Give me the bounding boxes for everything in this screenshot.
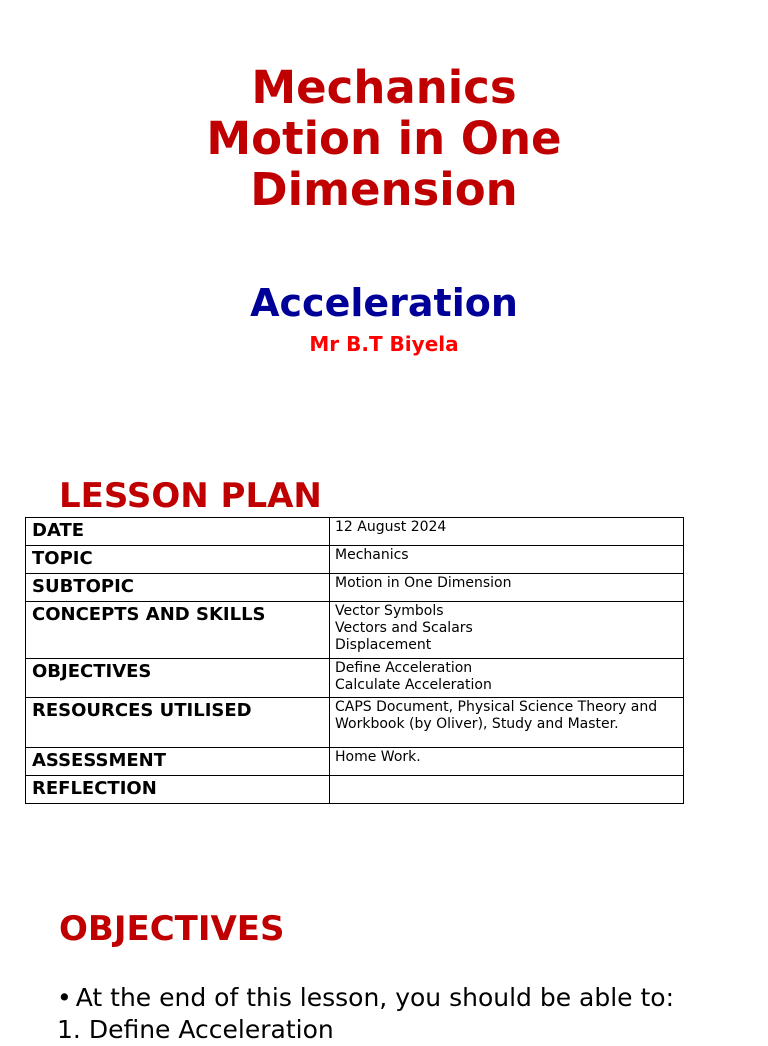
row-value-assessment (330, 748, 684, 776)
lesson-plan-heading: LESSON PLAN (59, 476, 322, 516)
row-label-assessment: ASSESSMENT (26, 748, 330, 776)
value-line: Workbook (by Oliver), Study and Master. (335, 716, 619, 732)
row-value-resources (330, 698, 684, 748)
objectives-intro (57, 982, 674, 1014)
title-line-1: Mechanics (251, 61, 517, 114)
title-line-2: Motion in One (206, 112, 562, 165)
table-row (26, 574, 684, 602)
row-value-concepts (330, 602, 684, 659)
row-label-reflection: REFLECTION (26, 776, 330, 804)
row-label-concepts: CONCEPTS AND SKILLS (26, 602, 330, 659)
value-line: Vectors and Scalars (335, 620, 473, 636)
table-row (26, 602, 684, 659)
row-value-objectives (330, 659, 684, 698)
table-row (26, 776, 684, 804)
lesson-plan-table (25, 517, 684, 804)
table-row (26, 659, 684, 698)
row-value-reflection (330, 776, 684, 804)
value-line: Calculate Acceleration (335, 677, 492, 693)
table-row (26, 698, 684, 748)
title-line-3: Dimension (250, 163, 518, 216)
bullet-icon: • (57, 983, 72, 1012)
row-label-topic: TOPIC (26, 546, 330, 574)
table-row (26, 518, 684, 546)
objective-text: Define Acceleration (88, 1015, 334, 1044)
value-line: Define Acceleration (335, 660, 473, 676)
document-title (0, 62, 768, 215)
row-value-date (330, 518, 684, 546)
author-name: Mr B.T Biyela (309, 332, 459, 356)
value-line: Displacement (335, 637, 432, 653)
objective-item (57, 1014, 334, 1046)
value-line: Mechanics (335, 547, 409, 563)
value-line: Motion in One Dimension (335, 575, 512, 591)
value-line: 12 August 2024 (335, 519, 447, 535)
table-row (26, 748, 684, 776)
row-value-subtopic (330, 574, 684, 602)
row-label-objectives: OBJECTIVES (26, 659, 330, 698)
value-line: CAPS Document, Physical Science Theory and (335, 699, 658, 715)
value-line: Vector Symbols (335, 603, 444, 619)
row-label-date: DATE (26, 518, 330, 546)
row-value-topic (330, 546, 684, 574)
objectives-heading: OBJECTIVES (59, 909, 285, 949)
table-row (26, 546, 684, 574)
value-line: Home Work. (335, 749, 421, 765)
objective-number: 1. (57, 1015, 81, 1044)
document-subtitle: Acceleration (250, 281, 518, 325)
objectives-intro-text: At the end of this lesson, you should be able to: (75, 983, 675, 1012)
row-label-resources: RESOURCES UTILISED (26, 698, 330, 748)
row-label-subtopic: SUBTOPIC (26, 574, 330, 602)
